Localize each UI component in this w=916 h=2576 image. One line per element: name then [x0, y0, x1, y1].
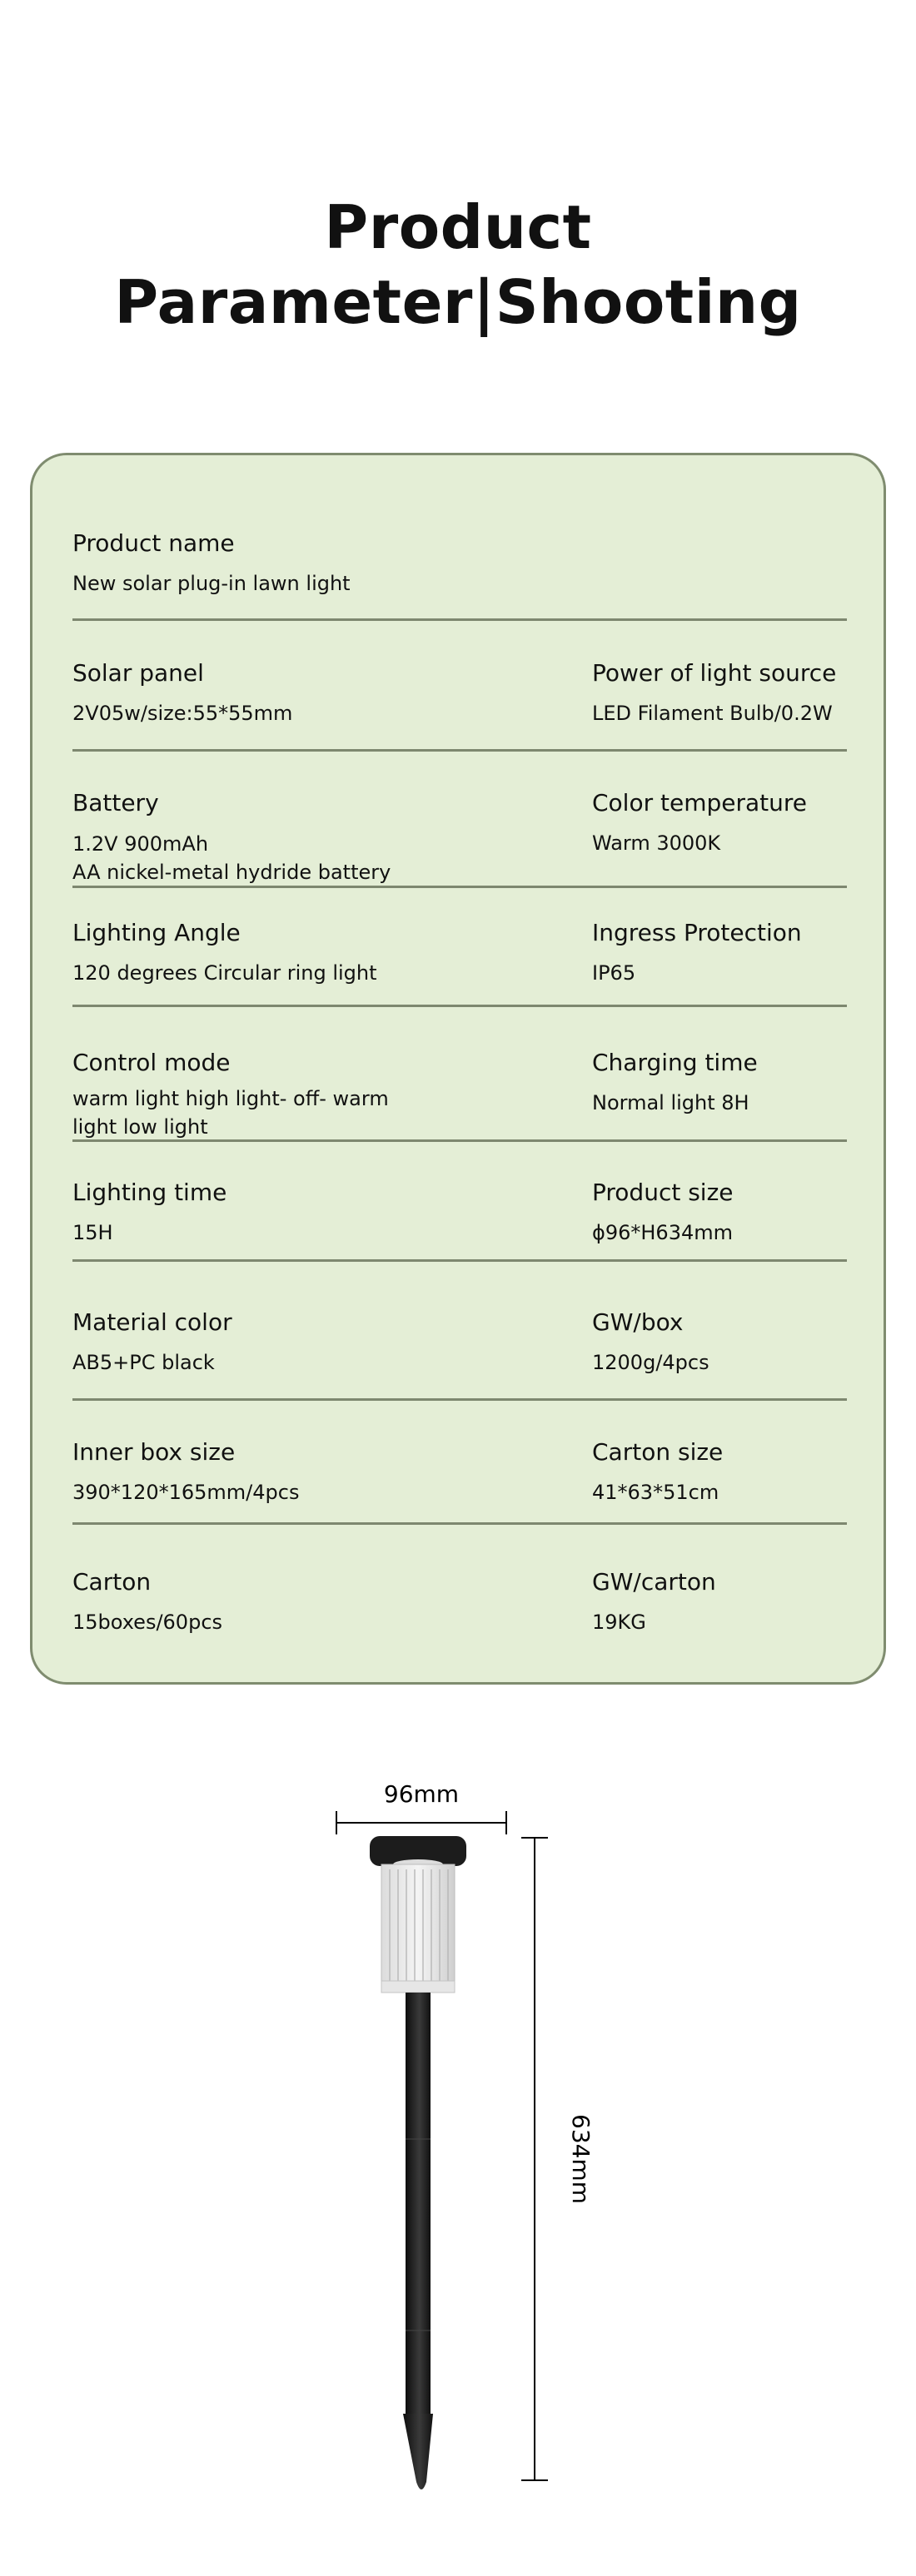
param-label: Carton [72, 1568, 152, 1596]
param-value: 1200g/4pcs [592, 1351, 709, 1374]
param-label: Inner box size [72, 1438, 236, 1466]
param-label: Lighting Angle [72, 919, 241, 946]
width-dimension-line [336, 1811, 506, 1834]
param-label: Battery [72, 789, 159, 816]
param-label: Lighting time [72, 1179, 227, 1206]
separator [72, 1139, 847, 1142]
param-label: Power of light source [592, 659, 837, 687]
separator [72, 1005, 847, 1007]
param-value: 41*63*51cm [592, 1481, 719, 1504]
page-title [0, 190, 916, 340]
param-value-line: 1.2V 900mAh [72, 832, 209, 856]
title-line-1: Product [324, 192, 592, 262]
title-line-2: Parameter|Shooting [114, 267, 802, 337]
separator [72, 618, 847, 621]
param-label: Material color [72, 1308, 232, 1336]
param-value: 2V05w/size:55*55mm [72, 702, 293, 725]
param-label: Solar panel [72, 659, 204, 687]
param-value-line: AA nickel-metal hydride battery [72, 861, 391, 884]
parameter-card [30, 453, 886, 1685]
param-value: 15H [72, 1221, 113, 1244]
param-value-line: light low light [72, 1115, 208, 1139]
param-value: New solar plug-in lawn light [72, 572, 351, 595]
param-label: GW/carton [592, 1568, 716, 1596]
param-label: Color temperature [592, 789, 808, 816]
lamp-pole [406, 1993, 431, 2417]
width-dimension-label: 96mm [383, 1780, 460, 1808]
separator [72, 1259, 847, 1262]
param-value-line: warm light high light- off- warm [72, 1087, 389, 1110]
height-dimension-label: 634mm [567, 2114, 595, 2204]
separator [72, 1522, 847, 1525]
ground-spike [403, 2414, 433, 2489]
param-value: ϕ96*H634mm [592, 1221, 733, 1244]
separator [72, 886, 847, 888]
param-label: Carton size [592, 1438, 724, 1466]
param-label: Product name [72, 529, 235, 557]
separator [72, 1398, 847, 1401]
param-value: Normal light 8H [592, 1091, 749, 1114]
param-value [72, 830, 555, 886]
param-label: Control mode [72, 1049, 231, 1076]
lamp-shade [381, 1864, 455, 1993]
param-label: Product size [592, 1179, 734, 1206]
param-value: 120 degrees Circular ring light [72, 961, 377, 985]
param-value: LED Filament Bulb/0.2W [592, 702, 833, 725]
param-label: Charging time [592, 1049, 758, 1076]
param-value: IP65 [592, 961, 636, 985]
param-label: GW/box [592, 1308, 684, 1336]
lawn-light-illustration [0, 1748, 916, 2497]
product-dimension-figure [0, 1748, 916, 2497]
param-value: 390*120*165mm/4pcs [72, 1481, 300, 1504]
param-value: AB5+PC black [72, 1351, 215, 1374]
separator [72, 749, 847, 752]
param-value: 15boxes/60pcs [72, 1611, 223, 1634]
param-label: Ingress Protection [592, 919, 802, 946]
param-value [72, 1085, 555, 1141]
height-dimension-line [521, 1838, 548, 2480]
param-value: 19KG [592, 1611, 646, 1634]
param-value: Warm 3000K [592, 831, 721, 855]
